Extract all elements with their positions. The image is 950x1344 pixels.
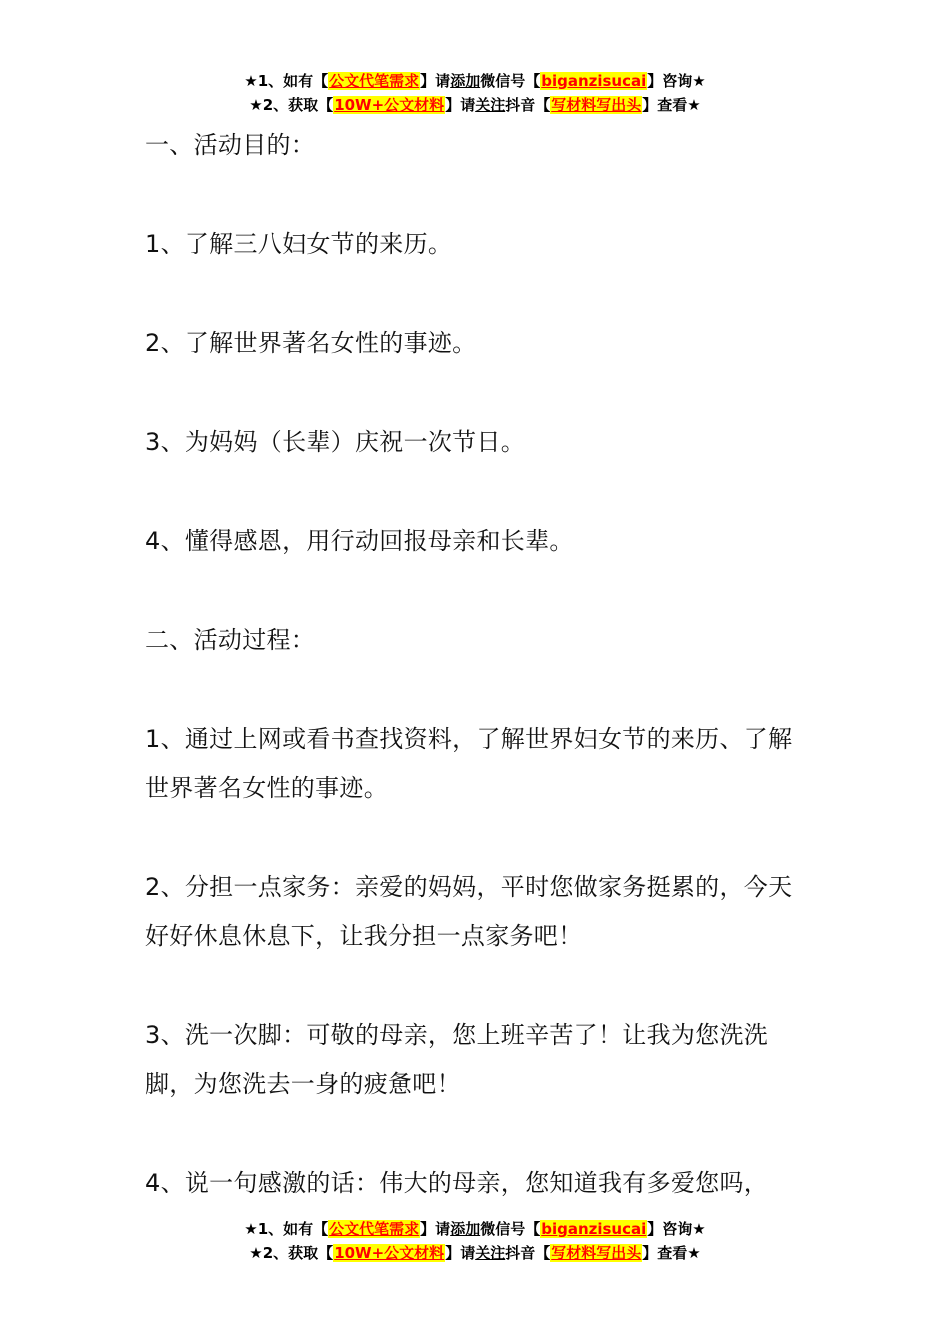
banner-text: 】咨询★ [647,1220,706,1238]
highlight-service: 公文代笔需求 [329,1220,420,1238]
underlined-text: 添加 [450,72,481,90]
step-item: 1、通过上网或看书查找资料，了解世界妇女节的来历、了解世界著名女性的事迹。 [145,725,793,802]
highlight-wechat-id: biganzisucai [541,1220,647,1238]
highlight-douyin-id: 写材料写出头 [551,96,642,114]
banner-text: 】请 [420,72,451,90]
document-body [145,121,810,1208]
goal-item: 2、了解世界著名女性的事迹。 [145,329,477,357]
top-banner [0,69,950,117]
step-item: 2、分担一点家务：亲爱的妈妈，平时您做家务挺累的，今天好好休息休息下，让我分担一点家务吧！ [145,873,793,950]
underlined-text: 关注 [475,96,506,114]
banner-line-2 [0,93,950,117]
banner-text: ★2、获取【 [249,1244,334,1262]
goal-item: 4、懂得感恩，用行动回报母亲和长辈。 [145,527,574,555]
banner-text: 】咨询★ [647,72,706,90]
step-item: 3、洗一次脚：可敬的母亲，您上班辛苦了！让我为您洗洗脚，为您洗去一身的疲惫吧！ [145,1021,769,1098]
banner-text: 抖音【 [505,1244,551,1262]
heading-process: 二、活动过程： [145,626,316,654]
heading-purpose: 一、活动目的： [145,131,316,159]
banner-text: 】查看★ [642,1244,701,1262]
highlight-service: 公文代笔需求 [329,72,420,90]
highlight-douyin-id: 写材料写出头 [551,1244,642,1262]
banner-text: 】查看★ [642,96,701,114]
step-item: 4、说一句感激的话：伟大的母亲，您知道我有多爱您吗， [145,1169,769,1197]
banner-text: ★1、如有【 [244,72,329,90]
banner-text: ★1、如有【 [244,1220,329,1238]
banner-text: 】请 [445,1244,476,1262]
banner-line-1 [0,1217,950,1241]
highlight-materials: 10W+公文材料 [334,96,445,114]
goal-item: 3、为妈妈（长辈）庆祝一次节日。 [145,428,526,456]
highlight-wechat-id: biganzisucai [541,72,647,90]
underlined-text: 关注 [475,1244,506,1262]
banner-text: 】请 [420,1220,451,1238]
banner-text: 微信号【 [480,1220,541,1238]
banner-text: 微信号【 [480,72,541,90]
bottom-banner [0,1217,950,1265]
highlight-materials: 10W+公文材料 [334,1244,445,1262]
banner-line-2 [0,1241,950,1265]
banner-text: 抖音【 [505,96,551,114]
banner-text: ★2、获取【 [249,96,334,114]
goal-item: 1、了解三八妇女节的来历。 [145,230,453,258]
banner-text: 】请 [445,96,476,114]
underlined-text: 添加 [450,1220,481,1238]
banner-line-1 [0,69,950,93]
